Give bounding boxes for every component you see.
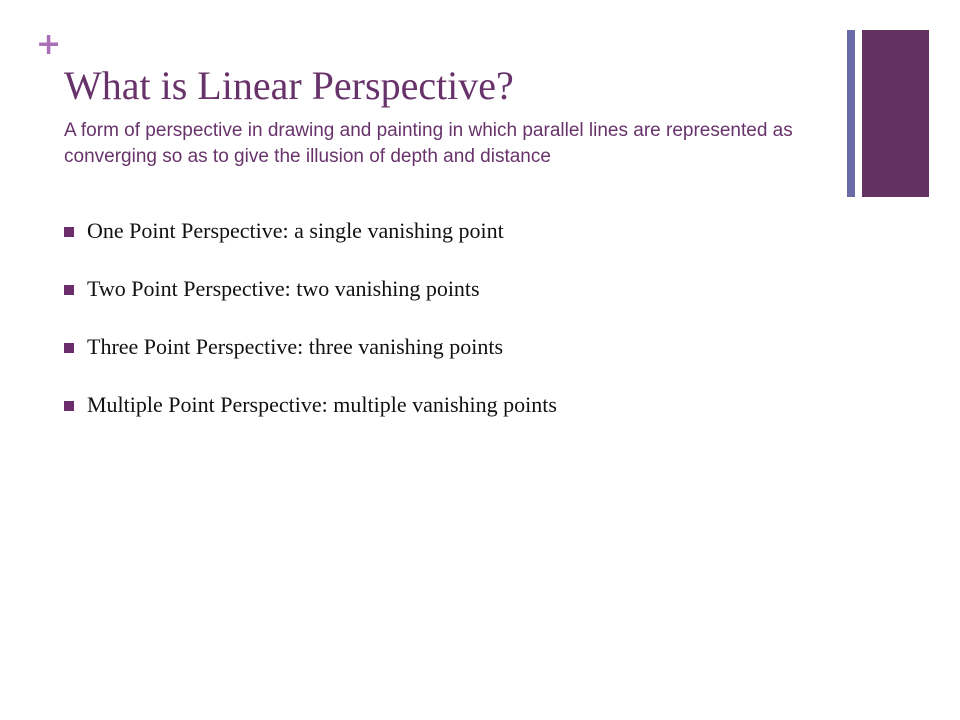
slide-subtitle: A form of perspective in drawing and painting in which parallel lines are represented as converging so as to give the illusion of depth and distance: [64, 120, 793, 167]
slide-title: What is Linear Perspective?: [64, 63, 514, 108]
bullet-text: One Point Perspective: a single vanishing point: [87, 218, 504, 243]
bullet-item: [64, 212, 824, 270]
plus-icon: +: [36, 27, 62, 62]
bullet-item: [64, 386, 824, 444]
square-bullet-icon: [64, 401, 74, 411]
bullet-text: Two Point Perspective: two vanishing points: [87, 276, 480, 301]
square-bullet-icon: [64, 285, 74, 295]
bullet-text: Three Point Perspective: three vanishing points: [87, 334, 504, 359]
bullet-list: [64, 212, 824, 444]
accent-bar-thin: [847, 30, 855, 197]
bullet-item: [64, 328, 824, 386]
bullet-item: [64, 270, 824, 328]
bullet-text: Multiple Point Perspective: multiple vanishing points: [87, 392, 557, 417]
square-bullet-icon: [64, 227, 74, 237]
accent-bar-wide: [862, 30, 929, 197]
square-bullet-icon: [64, 343, 74, 353]
